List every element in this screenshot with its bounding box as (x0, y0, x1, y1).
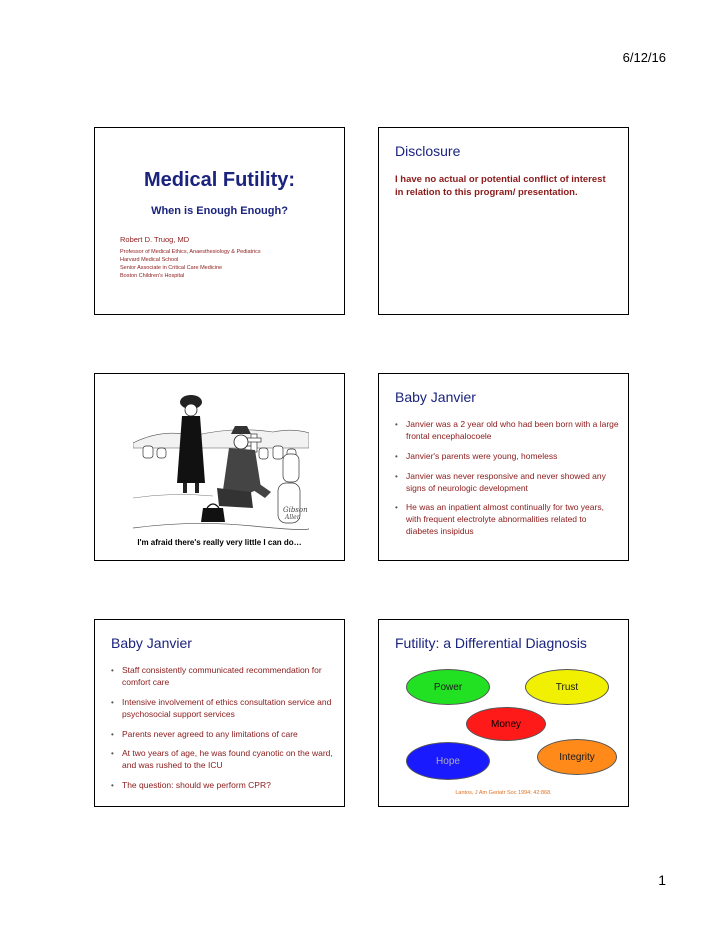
slide-heading: Baby Janvier (111, 635, 192, 651)
bullet-icon: • (395, 503, 398, 513)
affiliation-line: Professor of Medical Ethics, Anaesthesiology & Pediatrics (120, 249, 261, 255)
power-ellipse: Power (406, 669, 490, 705)
hope-ellipse: Hope (406, 742, 490, 780)
bullet-list (111, 665, 336, 800)
bullet-icon: • (111, 666, 114, 675)
bullet-item: • Janvier was never responsive and never showed any signs of neurologic development (395, 470, 606, 493)
slide-cartoon (94, 373, 345, 561)
money-ellipse: Money (466, 707, 546, 741)
bullet-item: • The question: should we perform CPR? (111, 780, 271, 791)
bullet-icon: • (111, 729, 114, 739)
cartoon-caption: I'm afraid there's really very little I can do… (137, 538, 302, 547)
bullet-icon: • (111, 781, 114, 791)
slide-title-heading: Medical Futility: (143, 169, 296, 191)
slide-heading: Futility: a Differential Diagnosis (395, 635, 587, 651)
author-name: Robert D. Truog, MD (120, 235, 190, 244)
bullet-item: • At two years of age, he was found cyanotic on the ward, and was rushed to the ICU (111, 748, 333, 771)
slide-heading: Baby Janvier (395, 389, 476, 405)
trust-ellipse: Trust (525, 669, 609, 705)
slide-baby-janvier-2 (94, 619, 345, 807)
citation: Lantos, J Am Geriatr Soc 1994; 42:868. (455, 790, 552, 796)
bullet-item: • Staff consistently communicated recommendation for comfort care (111, 665, 322, 687)
disclosure-text: I have no actual or potential conflict of interest in relation to this program/ presentation. (395, 174, 606, 198)
bullet-icon: • (395, 471, 398, 481)
bullet-icon: • (395, 420, 398, 429)
slide-heading: Disclosure (395, 143, 461, 159)
slide-subtitle: When is Enough Enough? (151, 205, 288, 217)
page-number: 1 (658, 872, 666, 888)
slide-baby-janvier-1 (378, 373, 629, 561)
bullet-icon: • (111, 749, 114, 759)
svg-text:Allen: Allen (285, 514, 301, 521)
affiliation-line: Harvard Medical School (120, 257, 179, 263)
bullet-item: • He was an inpatient almost continually for two years, with frequent electrolyte abnormalities related to diabetes insipidus (395, 502, 604, 537)
bullet-icon: • (111, 697, 114, 707)
cartoon-signature: Gibson (283, 506, 308, 514)
bullet-item: • Parents never agreed to any limitations of care (111, 728, 298, 739)
slide-futility-diagnosis (378, 619, 629, 807)
affiliation-line: Senior Associate in Critical Care Medicine (120, 265, 223, 271)
page-date: 6/12/16 (622, 50, 666, 65)
bullet-list (395, 419, 620, 546)
bullet-item: • Janvier was a 2 year old who had been born with a large frontal encephalocoele (395, 419, 619, 441)
integrity-ellipse: Integrity (537, 739, 617, 775)
bullet-item: • Janvier's parents were young, homeless (395, 450, 558, 461)
bullet-item: • Intensive involvement of ethics consultation service and psychosocial support services (111, 696, 332, 719)
affiliation-line: Boston Children's Hospital (120, 273, 185, 279)
slide-title (94, 127, 345, 315)
cartoon-illustration (133, 388, 309, 538)
bullet-icon: • (395, 451, 398, 461)
slide-disclosure (378, 127, 629, 315)
